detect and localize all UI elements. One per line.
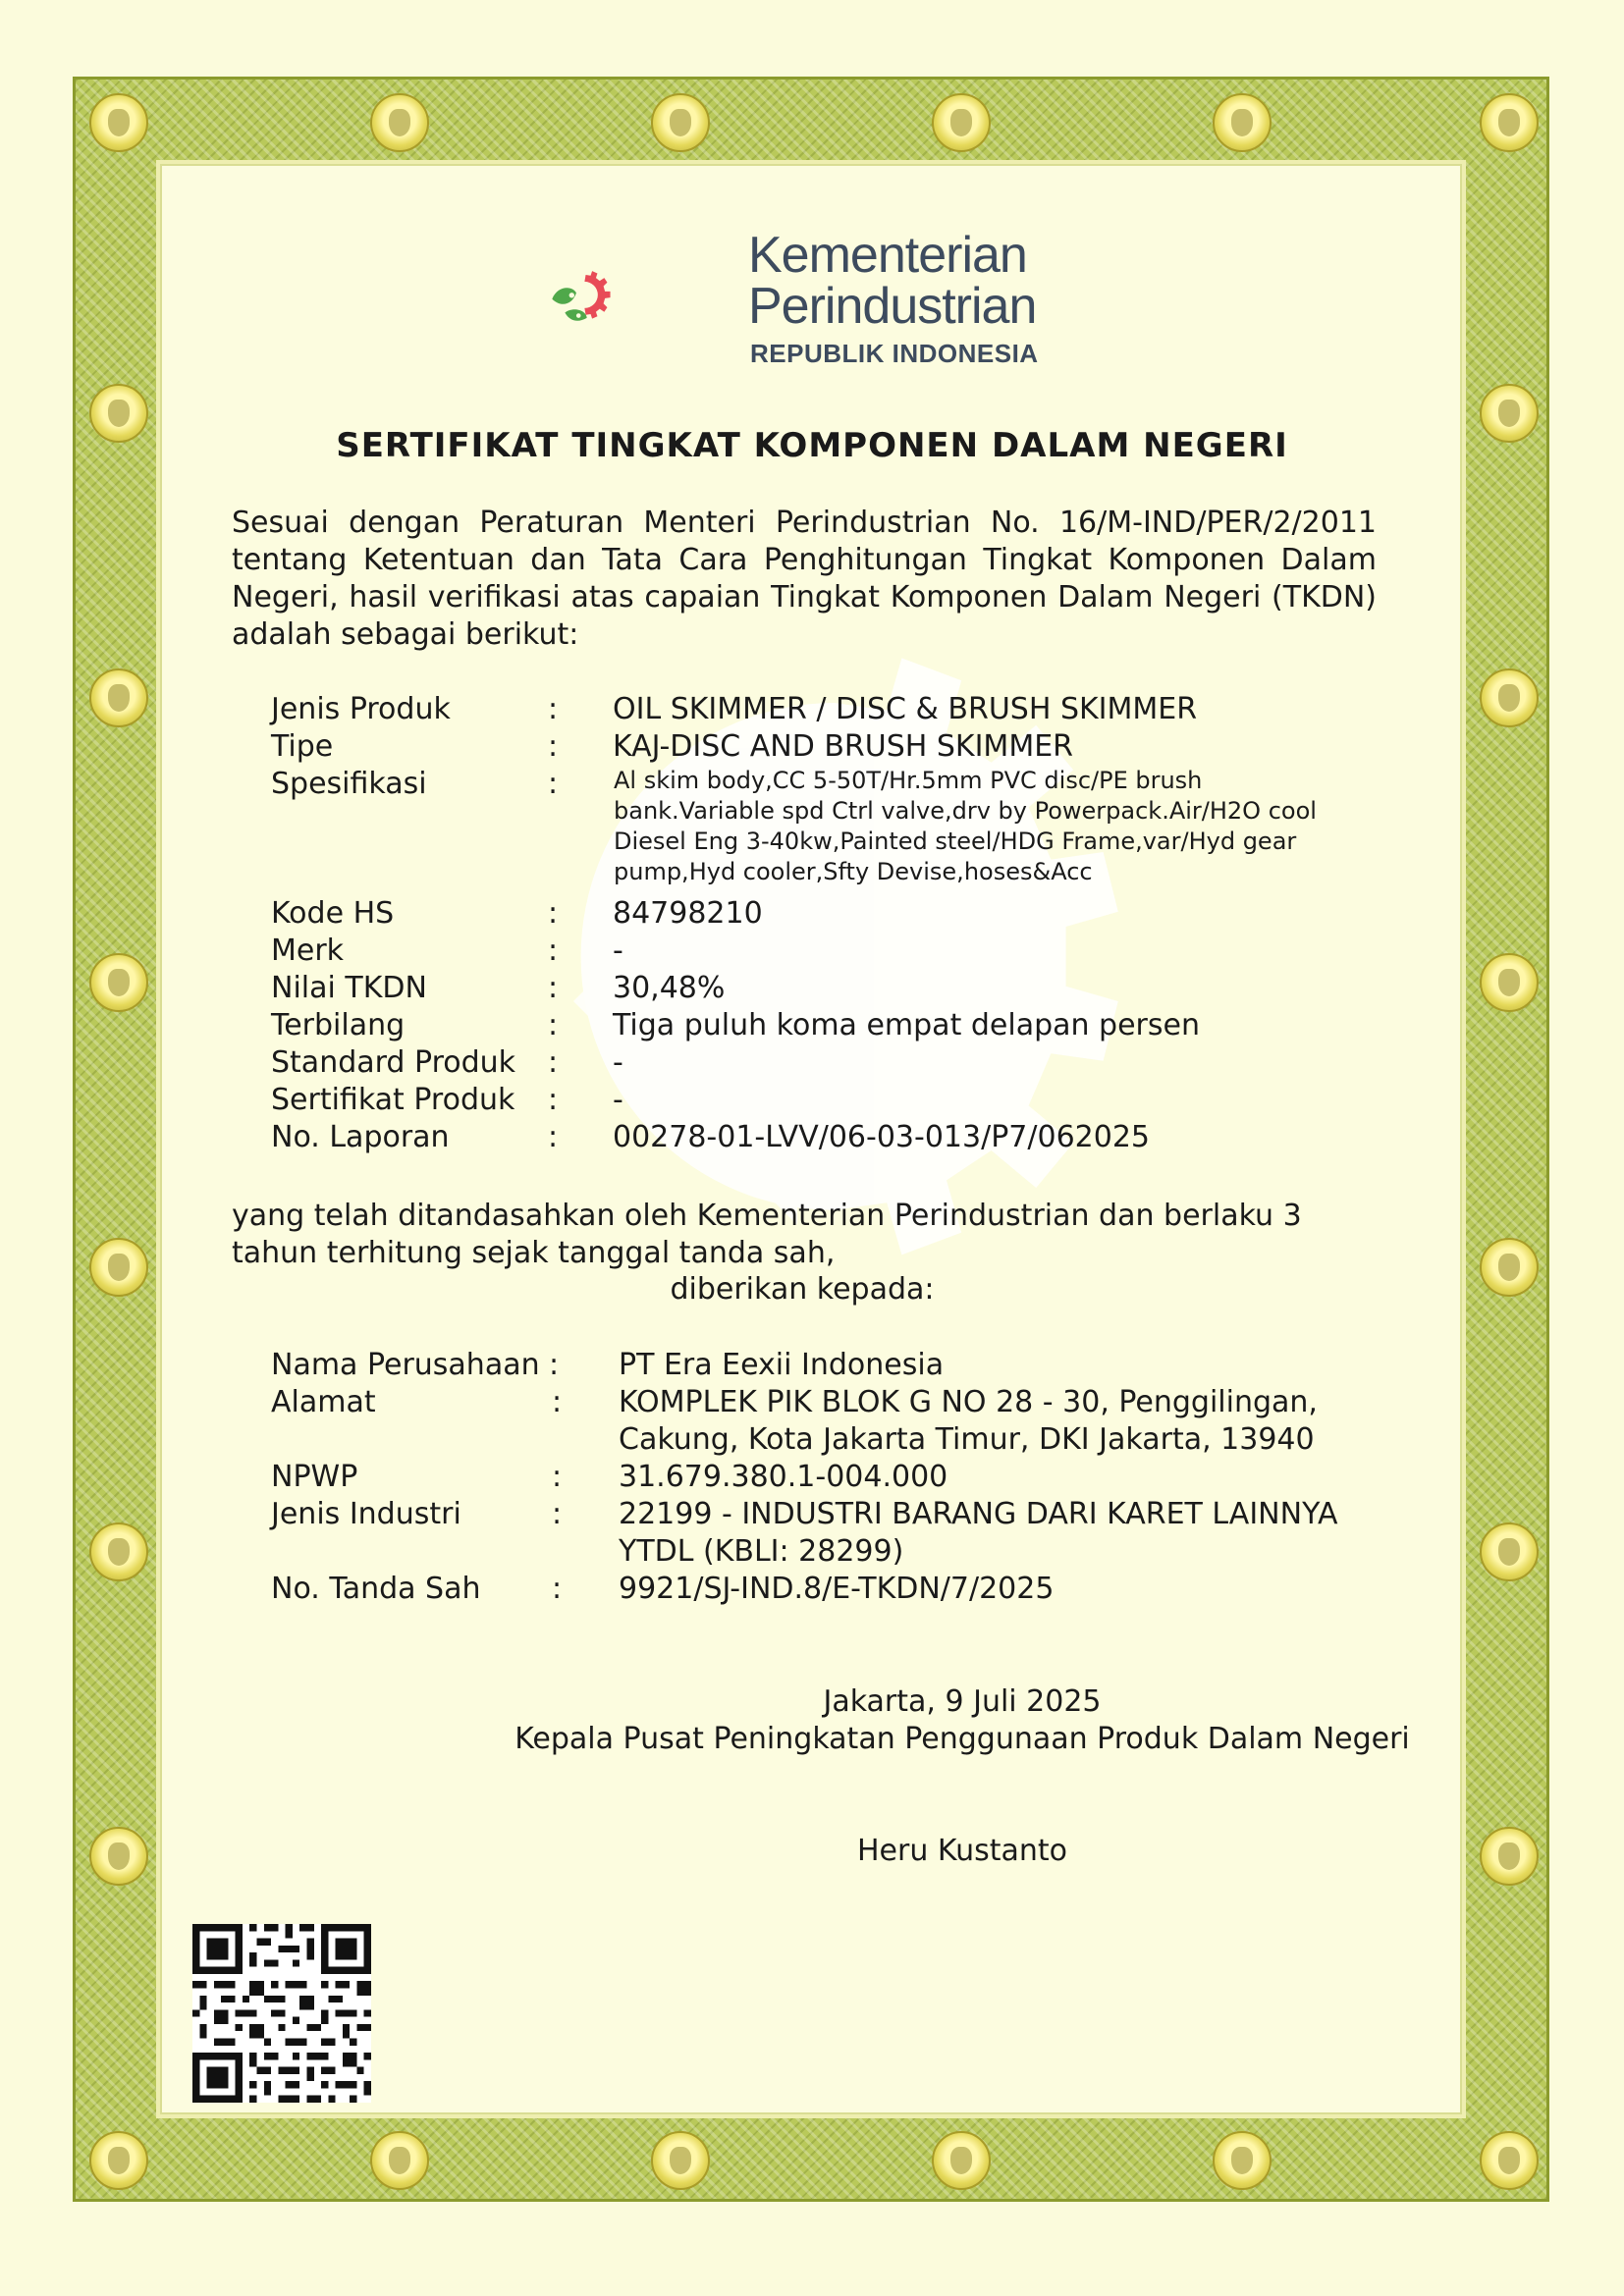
garuda-emblem-icon: [1480, 953, 1539, 1012]
garuda-emblem-icon: [89, 93, 148, 152]
field-separator: :: [548, 896, 559, 931]
garuda-emblem-icon: [1213, 93, 1272, 152]
field-separator: :: [552, 1572, 563, 1606]
field-value: Tiga puluh koma empat delapan persen: [613, 1008, 1200, 1042]
field-value: KAJ-DISC AND BRUSH SKIMMER: [613, 729, 1073, 764]
field-value: 30,48%: [613, 971, 726, 1005]
field-separator: :: [552, 1460, 563, 1494]
field-label: Nama Perusahaan: [271, 1348, 540, 1382]
garuda-emblem-icon: [1480, 668, 1539, 727]
intro-paragraph: Sesuai dengan Peraturan Menteri Perindustrian No. 16/M-IND/PER/2/2011 tentang Ketentuan dan Tata Cara Penghitungan Tingkat Komponen Dalam Negeri, hasil verifikasi atas capaian Tingkat Komponen Dalam Negeri (TKDN) adalah sebagai berikut:: [232, 506, 1377, 652]
field-label: Standard Produk: [271, 1045, 516, 1080]
garuda-emblem-icon: [1213, 2131, 1272, 2190]
field-label: Jenis Produk: [271, 692, 451, 726]
field-value: OIL SKIMMER / DISC & BRUSH SKIMMER: [613, 692, 1198, 726]
signature-name: Heru Kustanto: [857, 1834, 1067, 1868]
field-separator: :: [552, 1497, 563, 1531]
field-value: 9921/SJ-IND.8/E-TKDN/7/2025: [619, 1572, 1055, 1606]
field-separator: :: [548, 729, 559, 764]
logo-line-1: Kementerian: [748, 227, 1027, 284]
field-label: Merk: [271, 934, 345, 968]
garuda-emblem-icon: [1480, 1522, 1539, 1581]
field-value: 84798210: [613, 896, 763, 931]
logo-line-2: Perindustrian: [748, 278, 1037, 335]
field-label: Kode HS: [271, 896, 395, 931]
kemenperin-logo-icon: [550, 216, 746, 393]
field-separator: :: [548, 971, 559, 1005]
field-separator: :: [548, 1008, 559, 1042]
field-label: Alamat: [271, 1385, 376, 1419]
garuda-emblem-icon: [932, 2131, 991, 2190]
field-value: 22199 - INDUSTRI BARANG DARI KARET LAINNYA: [619, 1497, 1338, 1531]
garuda-emblem-icon: [89, 668, 148, 727]
field-value: -: [613, 1045, 623, 1080]
logo-line-3: REPUBLIK INDONESIA: [750, 339, 1039, 368]
garuda-emblem-icon: [89, 1522, 148, 1581]
garuda-emblem-icon: [932, 93, 991, 152]
field-label: No. Laporan: [271, 1120, 450, 1154]
field-value: KOMPLEK PIK BLOK G NO 28 - 30, Penggilingan,: [619, 1385, 1318, 1419]
field-separator: :: [548, 692, 559, 726]
garuda-emblem-icon: [651, 2131, 710, 2190]
garuda-emblem-icon: [370, 2131, 429, 2190]
field-separator: :: [548, 934, 559, 968]
given-to-text: diberikan kepada:: [670, 1272, 935, 1307]
validity-paragraph: yang telah ditandasahkan oleh Kementerian Perindustrian dan berlaku 3 tahun terhitung sejak tanggal tanda sah,: [232, 1199, 1302, 1270]
field-separator: :: [552, 1385, 563, 1419]
field-value: 31.679.380.1-004.000: [619, 1460, 948, 1494]
field-value: YTDL (KBLI: 28299): [619, 1534, 904, 1569]
certificate-title: SERTIFIKAT TINGKAT KOMPONEN DALAM NEGERI: [336, 426, 1288, 465]
field-label: Nilai TKDN: [271, 971, 427, 1005]
field-separator: :: [549, 1348, 560, 1382]
field-separator: :: [548, 1083, 559, 1117]
garuda-emblem-icon: [651, 93, 710, 152]
field-label: No. Tanda Sah: [271, 1572, 481, 1606]
field-label: Spesifikasi: [271, 767, 427, 801]
signature-place-date: Jakarta, 9 Juli 2025: [823, 1684, 1102, 1719]
field-label: Tipe: [271, 729, 334, 764]
field-label: Jenis Industri: [271, 1497, 461, 1531]
field-label: Sertifikat Produk: [271, 1083, 515, 1117]
garuda-emblem-icon: [89, 2131, 148, 2190]
field-value: -: [613, 1083, 623, 1117]
garuda-emblem-icon: [1480, 93, 1539, 152]
field-value: 00278-01-LVV/06-03-013/P7/062025: [613, 1120, 1151, 1154]
signature-position: Kepala Pusat Peningkatan Penggunaan Produk Dalam Negeri: [514, 1722, 1410, 1756]
field-value: Cakung, Kota Jakarta Timur, DKI Jakarta, 13940: [619, 1422, 1315, 1457]
field-separator: :: [548, 767, 559, 801]
qr-code-icon: [192, 1924, 371, 2103]
field-label: Terbilang: [271, 1008, 406, 1042]
field-separator: :: [548, 1120, 559, 1154]
spesifikasi-value: Al skim body,CC 5-50T/Hr.5mm PVC disc/PE brush bank.Variable spd Ctrl valve,drv by Powerpack.Air/H2O cool Diesel Eng 3-40kw,Painted steel/HDG Frame,var/Hyd gear pump,Hyd cooler,Sfty Devise,hoses&Acc: [614, 767, 1317, 885]
garuda-emblem-icon: [370, 93, 429, 152]
garuda-emblem-icon: [1480, 2131, 1539, 2190]
field-value: PT Era Eexii Indonesia: [619, 1348, 945, 1382]
field-label: NPWP: [271, 1460, 358, 1494]
field-separator: :: [548, 1045, 559, 1080]
garuda-emblem-icon: [89, 953, 148, 1012]
field-value: -: [613, 934, 623, 968]
